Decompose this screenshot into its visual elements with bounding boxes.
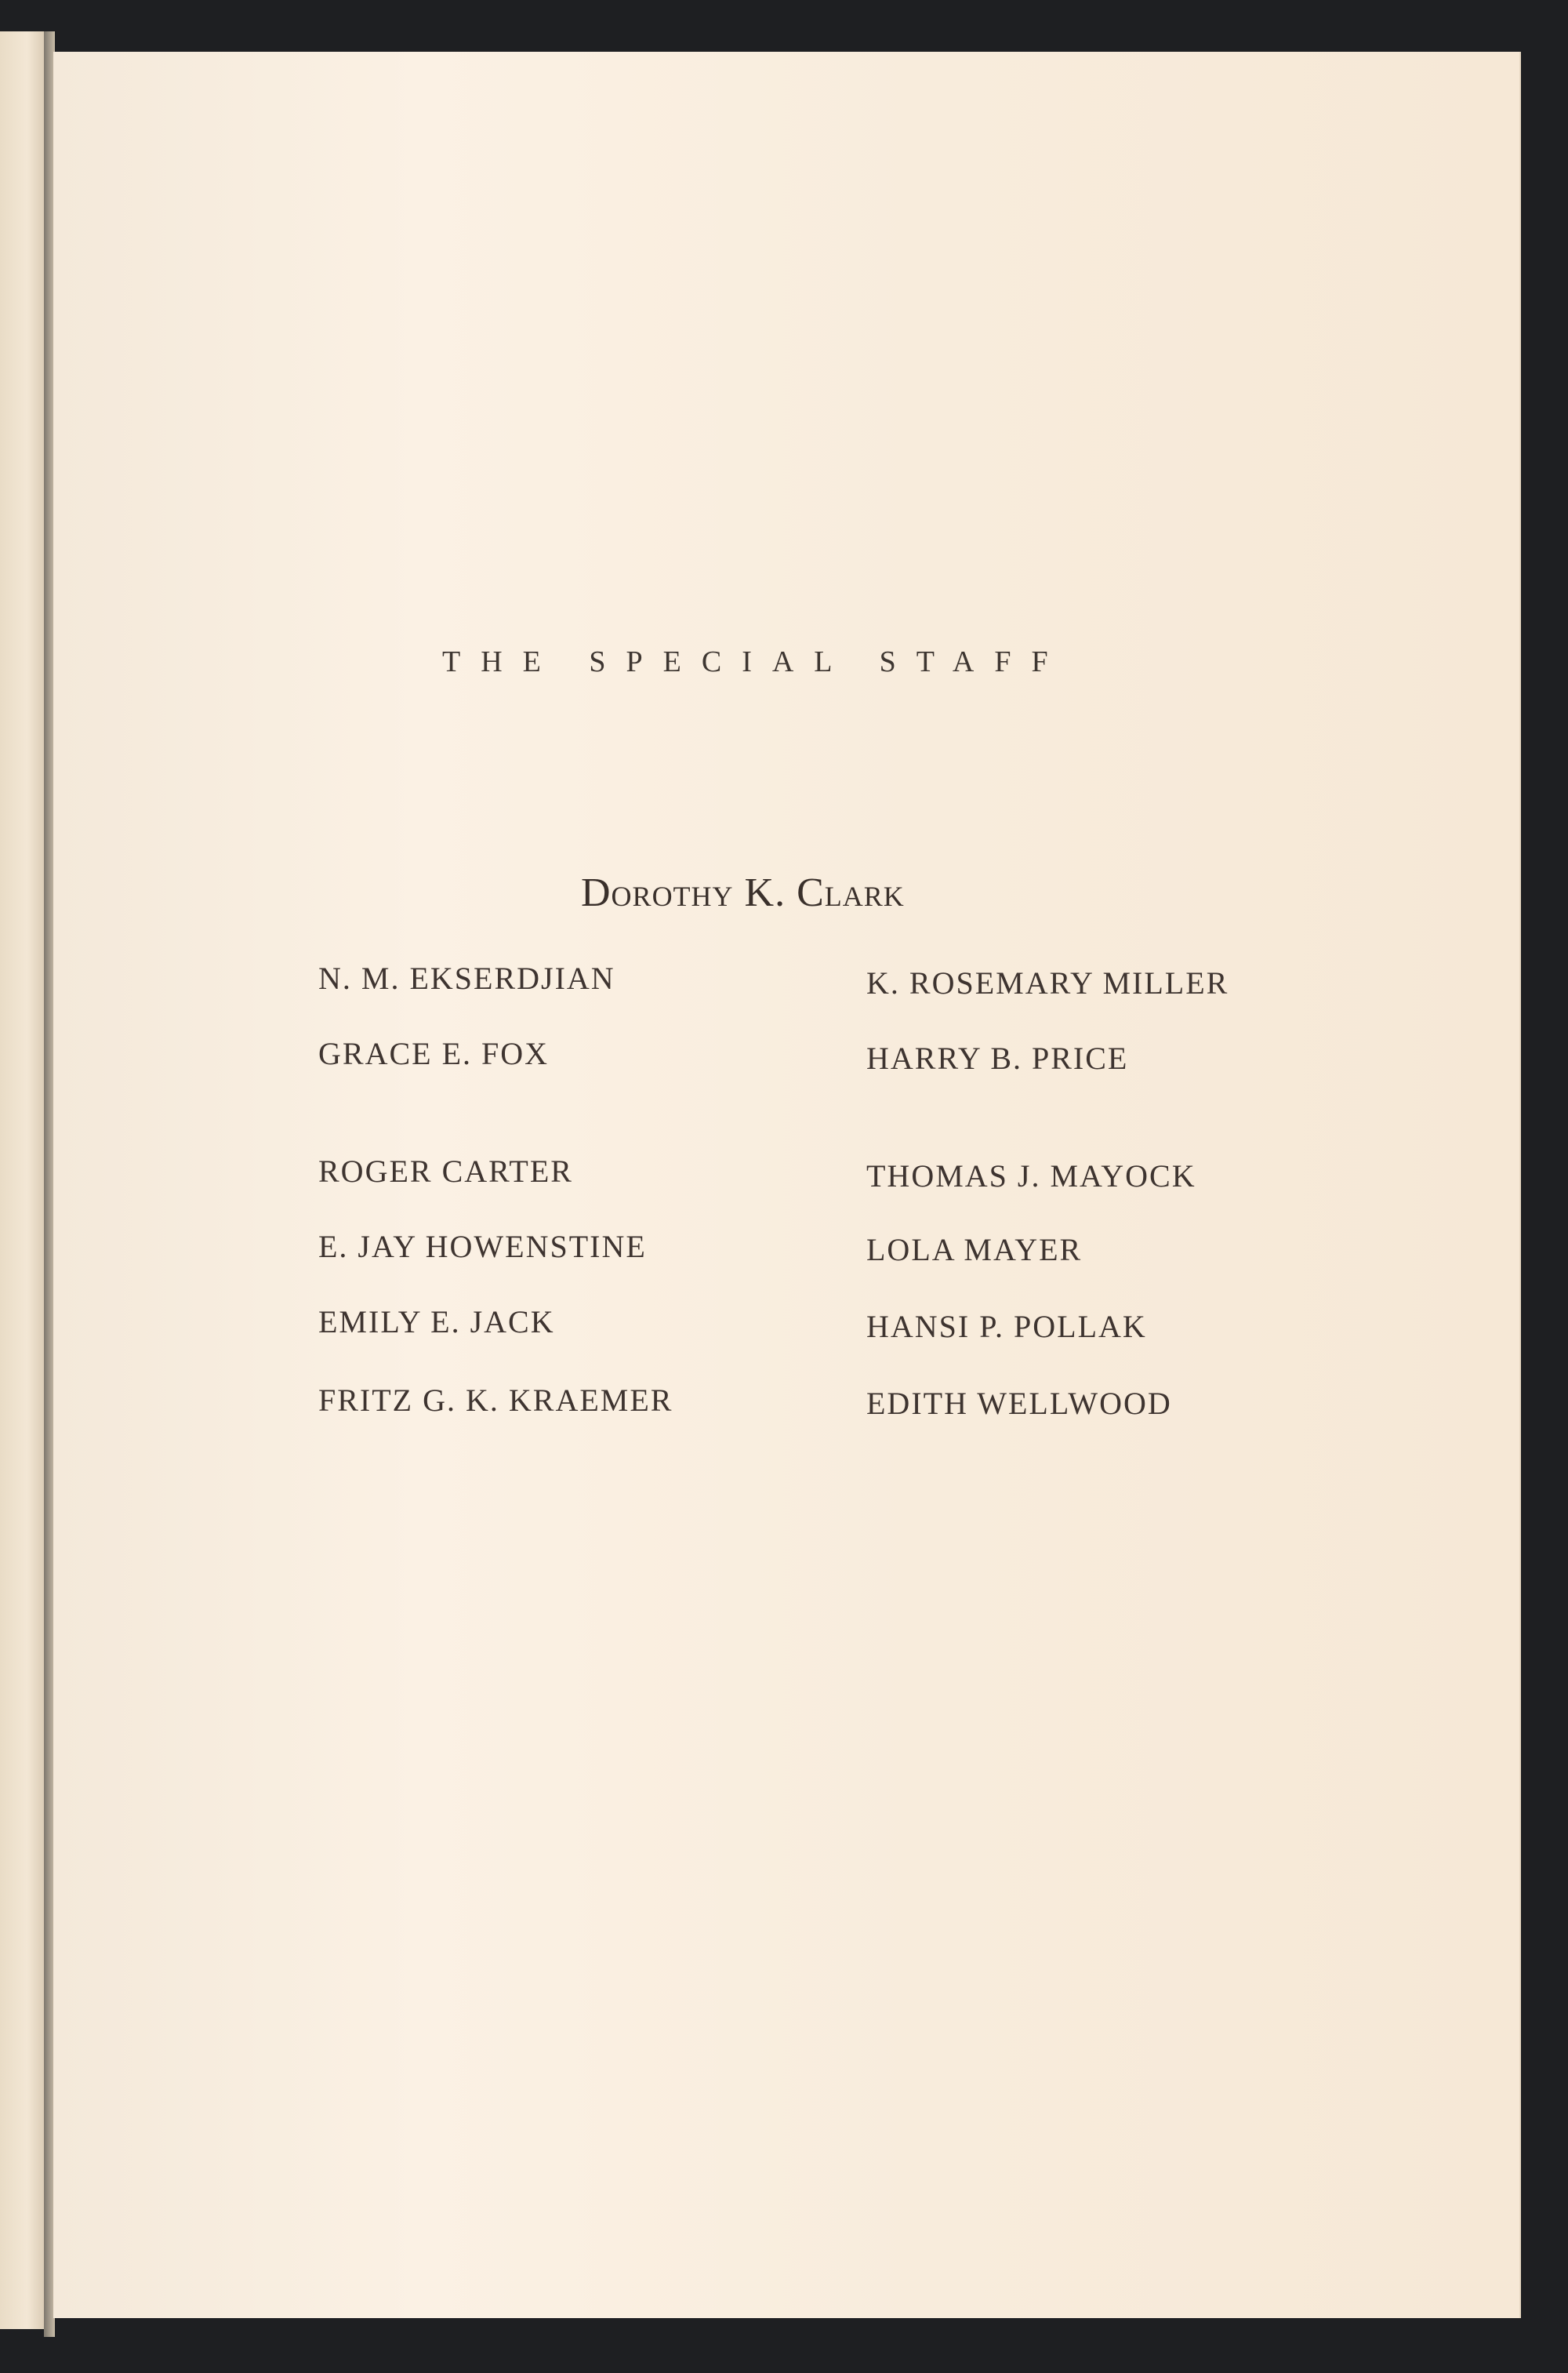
staff-name-left: EMILY E. JACK — [318, 1304, 555, 1339]
staff-name-left: ROGER CARTER — [318, 1154, 573, 1189]
staff-name-right: LOLA MAYER — [866, 1232, 1083, 1267]
book-page — [53, 52, 1519, 2318]
staff-name-left: N. M. EKSERDJIAN — [318, 961, 615, 996]
staff-name-left: GRACE E. FOX — [318, 1036, 550, 1071]
staff-name-right: THOMAS J. MAYOCK — [866, 1158, 1196, 1194]
adjacent-page-edge — [0, 31, 45, 2329]
staff-name-right: HANSI P. POLLAK — [866, 1309, 1147, 1344]
staff-name-right: EDITH WELLWOOD — [866, 1386, 1172, 1421]
lead-staff-name: Dorothy K. Clark — [581, 870, 905, 915]
staff-name-right: K. ROSEMARY MILLER — [866, 965, 1229, 1001]
staff-name-left: FRITZ G. K. KRAEMER — [318, 1383, 673, 1418]
staff-name-left: E. JAY HOWENSTINE — [318, 1229, 647, 1264]
staff-name-right: HARRY B. PRICE — [866, 1041, 1129, 1076]
page-heading: THE SPECIAL STAFF — [442, 645, 1069, 678]
